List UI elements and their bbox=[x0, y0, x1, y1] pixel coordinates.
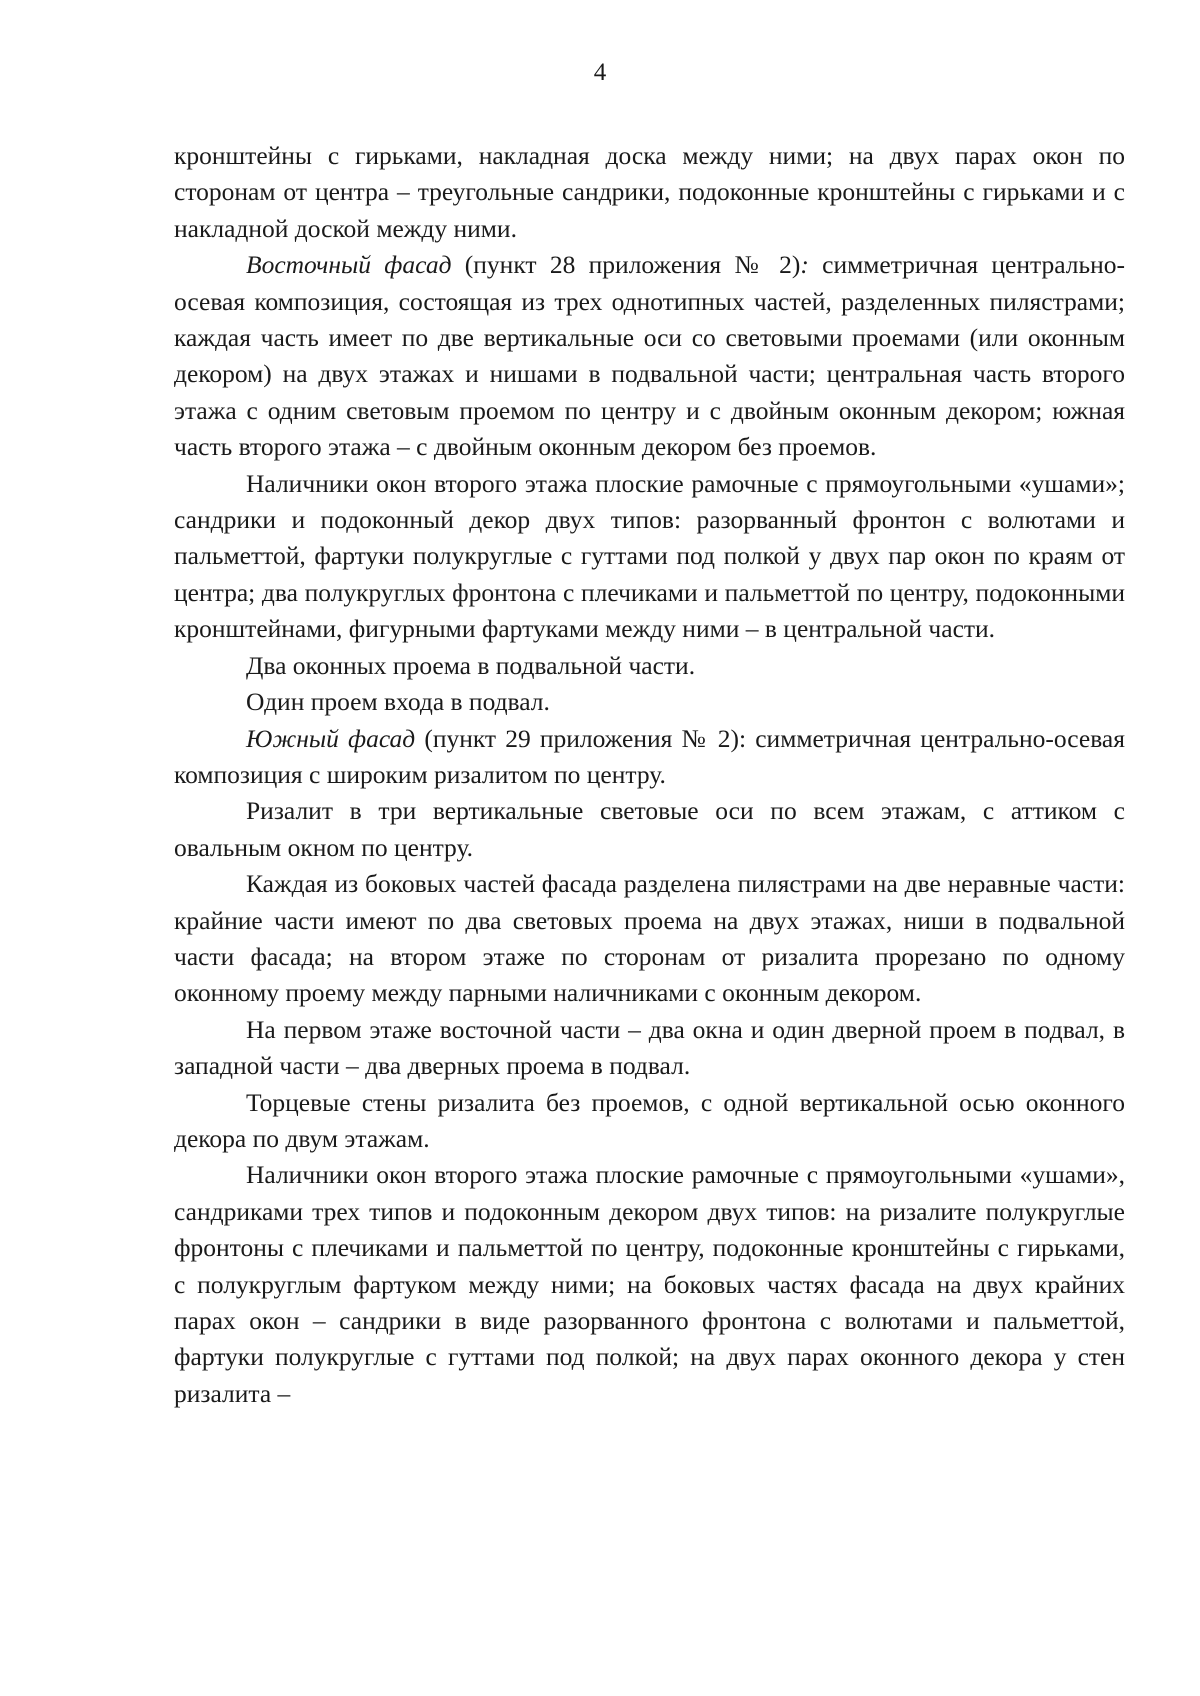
section-heading-east-facade: Восточный фасад bbox=[246, 250, 452, 280]
paragraph bbox=[174, 1157, 1125, 1412]
paragraph-text: кронштейны с гирьками, накладная доска между ними; на двух парах окон по сторонам от центра – треугольные сандрики, подоконные кронштейны с гирьками и с накладной доской между ними. bbox=[174, 141, 1125, 243]
paragraph bbox=[174, 138, 1125, 247]
paragraph-text: симметричная центрально-осевая композиция, состоящая из трех однотипных частей, разделенных пилястрами; каждая часть имеет по две вертикальные оси со световыми проемами (или оконным декором) на двух этажах и нишами в подвальной части; центральная часть второго этажа с одним световым проемом по центру и с двойным оконным декором; южная часть второго этажа – с двойным оконным декором без проемов. bbox=[174, 250, 1125, 462]
paragraph-text: Наличники окон второго этажа плоские рамочные с прямоугольными «ушами»; сандрики и подоконный декор двух типов: разорванный фронтон с волютами и пальметтой, фартуки полукруглые с гуттами под полкой у двух пар окон по краям от центра; два полукруглых фронтона с плечиками и пальметтой по центру, подоконными кронштейнами, фигурными фартуками между ними – в центральной части. bbox=[174, 468, 1125, 644]
paragraph bbox=[174, 866, 1125, 1012]
paragraph-text: На первом этаже восточной части – два окна и один дверной проем в подвал, в западной части – два дверных проема в подвал. bbox=[174, 1014, 1125, 1081]
paragraph bbox=[174, 648, 1125, 684]
paragraph-text: (пункт 29 приложения № 2): симметричная центрально-осевая композиция с широким ризалитом по центру. bbox=[174, 723, 1125, 789]
paragraph-text: Наличники окон второго этажа плоские рамочные с прямоугольными «ушами», сандриками трех типов и подоконным декором двух типов: на ризалите полукруглые фронтоны с плечиками и пальметтой по центру, подоконные кронштейны с гирьками, с полукруглым фартуком между ними; на боковых частях фасада на двух крайних парах окон – сандрики в виде разорванного фронтона с волютами и пальметтой, фартуки полукруглые с гуттами под полкой; на двух парах оконного декора у стен ризалита – bbox=[174, 1160, 1125, 1408]
paragraph-text: Два оконных проема в подвальной части. bbox=[246, 650, 696, 680]
paragraph-text: Торцевые стены ризалита без проемов, с одной вертикальной осью оконного декора по двум этажам. bbox=[174, 1087, 1125, 1153]
document-body bbox=[174, 138, 1125, 1412]
paragraph bbox=[174, 466, 1125, 648]
paragraph-text: Ризалит в три вертикальные световые оси по всем этажам, с аттиком с овальным окном по центру. bbox=[174, 796, 1125, 862]
paragraph-text: Один проем входа в подвал. bbox=[246, 687, 550, 717]
paragraph-east-facade bbox=[174, 247, 1125, 465]
page-number: 4 bbox=[593, 59, 607, 86]
paragraph-text: : bbox=[800, 250, 809, 280]
paragraph bbox=[174, 1085, 1125, 1158]
paragraph bbox=[174, 1012, 1125, 1085]
section-heading-south-facade: Южный фасад bbox=[246, 723, 416, 753]
paragraph bbox=[174, 684, 1125, 720]
paragraph-text: (пункт 28 приложения № 2) bbox=[451, 250, 801, 280]
paragraph bbox=[174, 793, 1125, 866]
paragraph-south-facade bbox=[174, 721, 1125, 794]
paragraph-text: Каждая из боковых частей фасада разделена пилястрами на две неравные части: крайние части имеют по два световых проема на двух этажах, ниши в подвальной части фасада; на втором этаже по сторонам от ризалита прорезано по одному оконному проему между парными наличниками с оконным декором. bbox=[174, 869, 1125, 1008]
